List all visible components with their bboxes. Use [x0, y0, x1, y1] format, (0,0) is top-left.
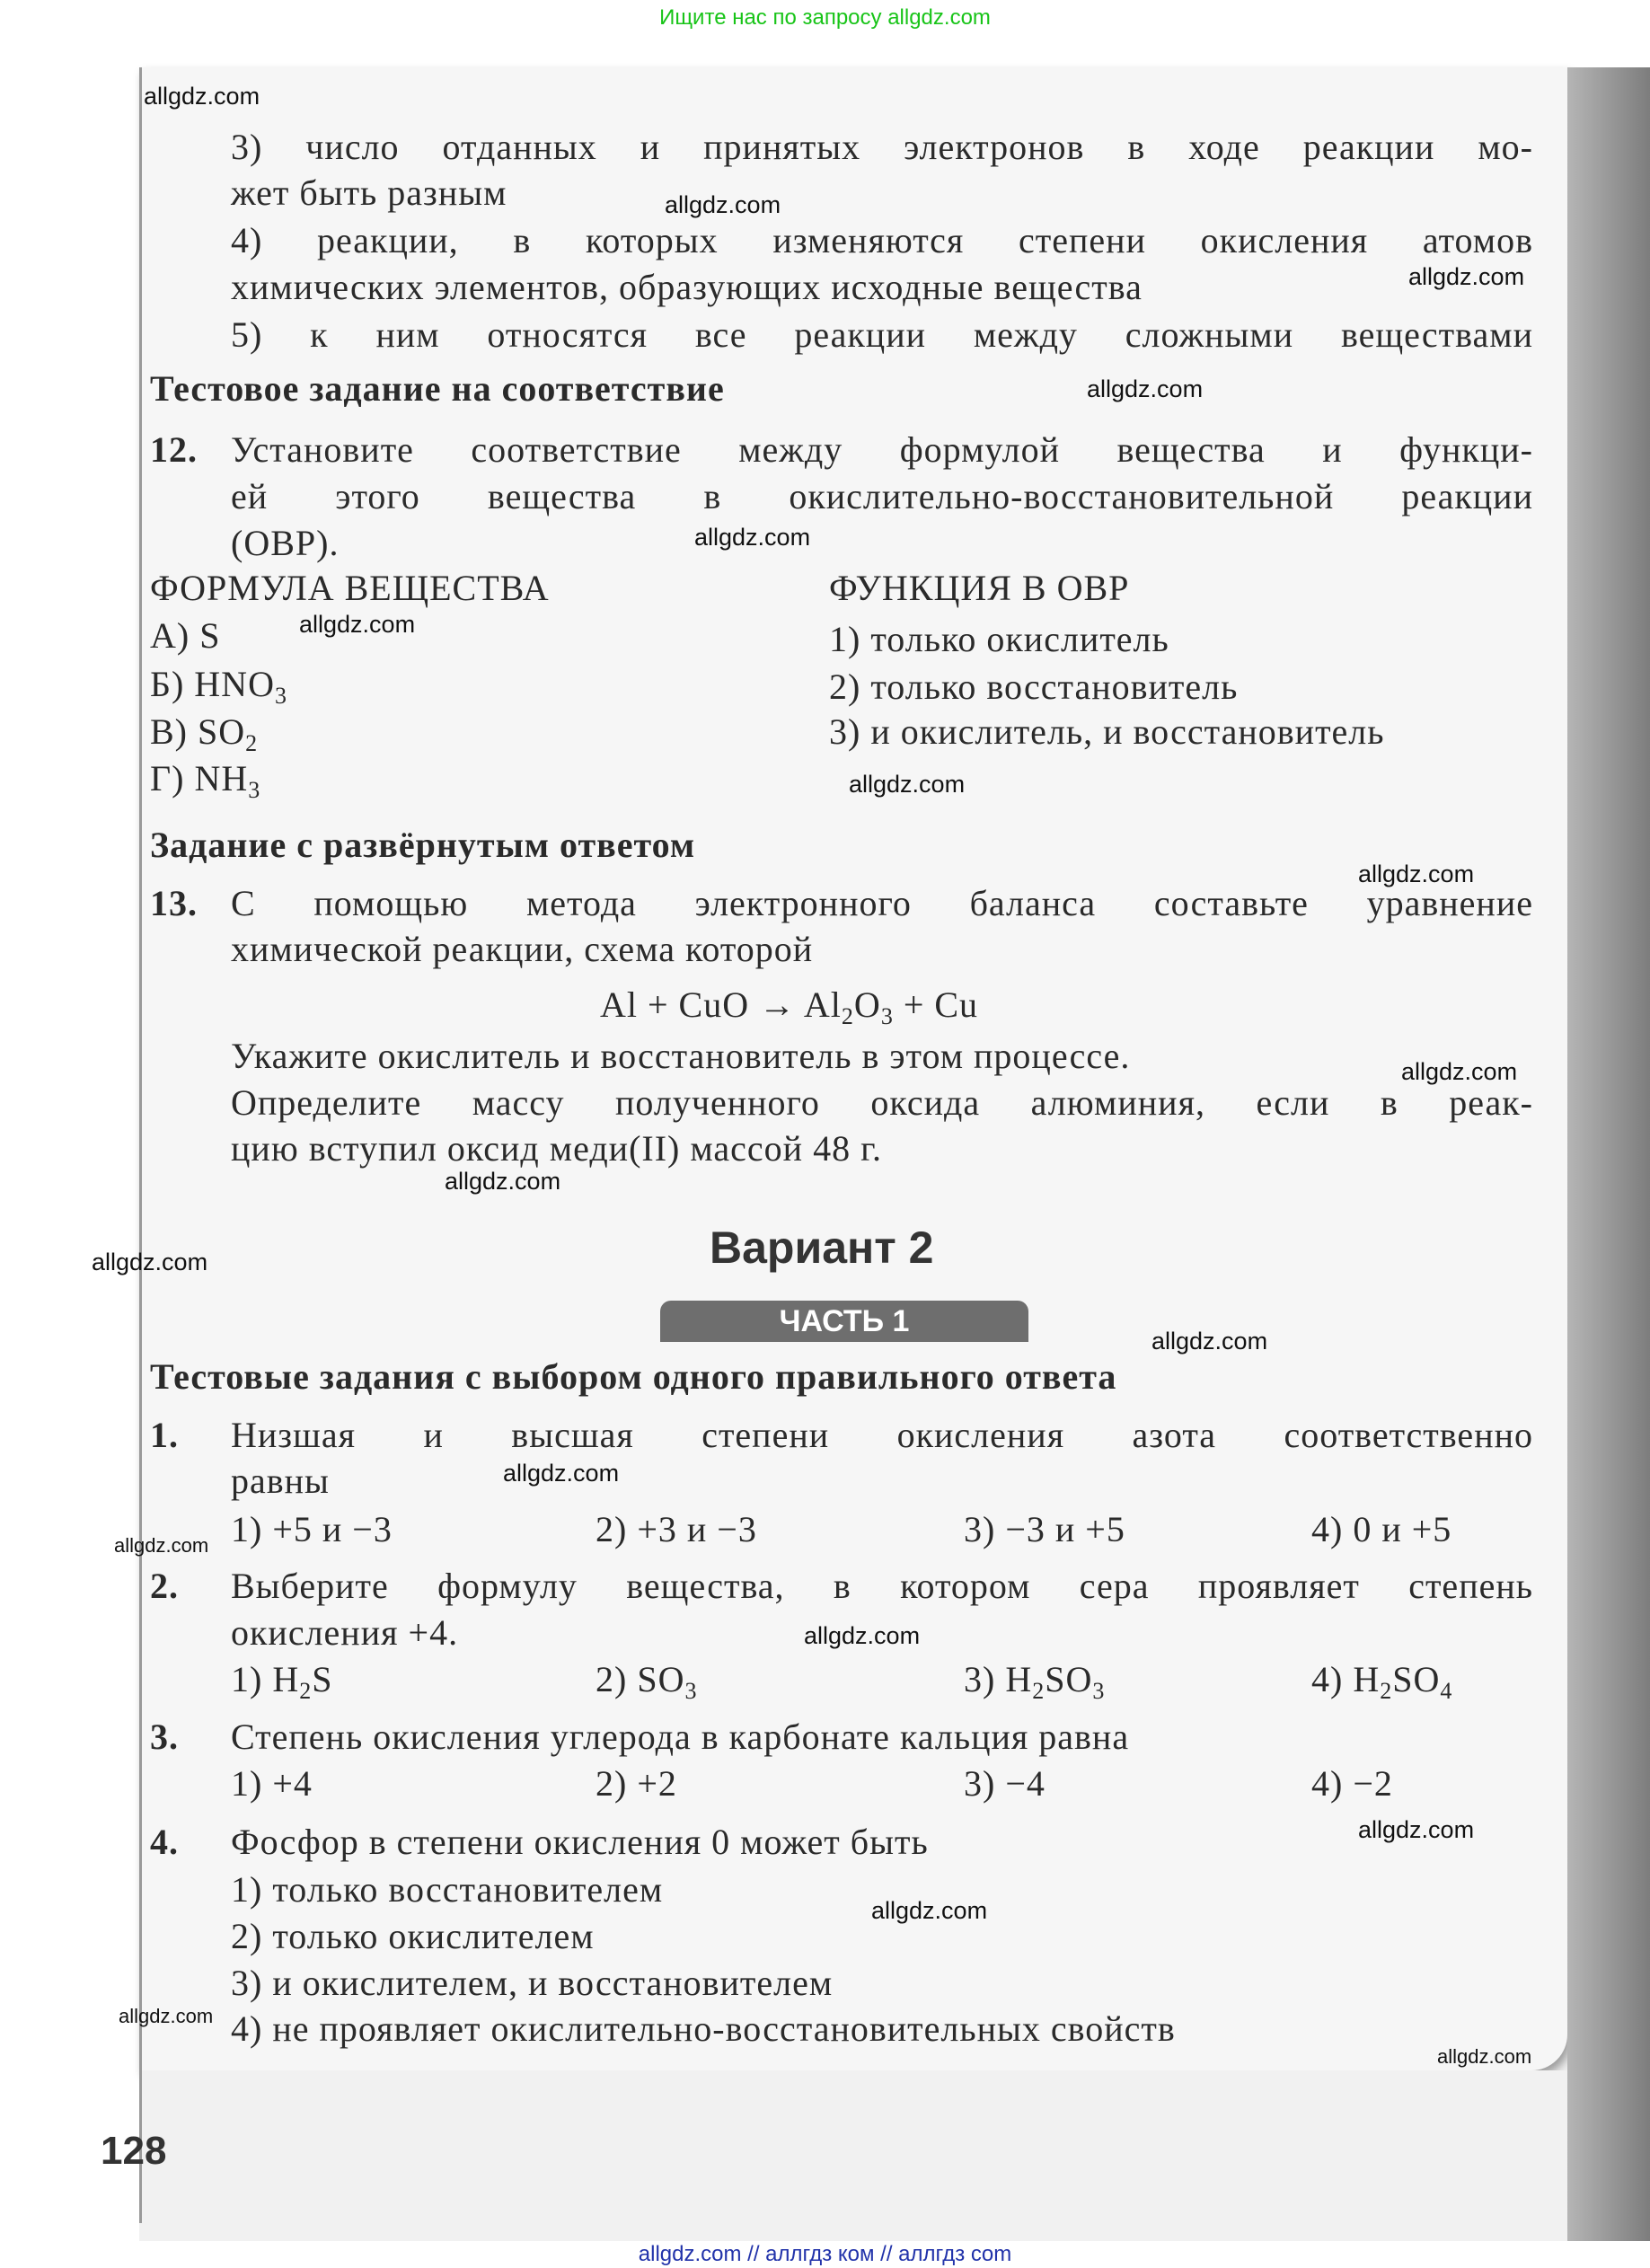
prev-line-3: 4) реакции, в которых изменяются степени окисления атомов [231, 220, 1533, 260]
watermark-bottom[interactable]: allgdz.com // аллгдз ком // аллгдз com [638, 2242, 1012, 2266]
q12-line-2: ей этого вещества в окислительно-восстановительной реакции [231, 476, 1533, 516]
q2-option-1: 1) $H_2S$ [231, 1659, 333, 1704]
q12-line-3: (ОВР). [231, 523, 340, 563]
q1-line-1: Низшая и высшая степени окисления азота соответственно [231, 1415, 1533, 1455]
q13-line-3: Укажите окислитель и восстановитель в этом процессе. [231, 1036, 1131, 1076]
prev-line-1: 3) число отданных и принятых электронов в ходе реакции мо- [231, 127, 1533, 167]
open-heading: Задание с развёрнутым ответом [150, 825, 696, 865]
watermark: allgdz.com [1087, 375, 1204, 402]
watermark: allgdz.com [1358, 1816, 1475, 1843]
watermark: allgdz.com [665, 191, 781, 218]
formula-v: В) $SO_2$ [150, 711, 259, 756]
watermark: allgdz.com [694, 524, 811, 551]
prev-line-4: химических элементов, образующих исходные вещества [231, 267, 1143, 307]
q3-option-2: 2) +2 [596, 1763, 677, 1804]
formula-a: А) S [150, 615, 221, 656]
function-1: 1) только окислитель [829, 619, 1169, 659]
q3-option-3: 3) −4 [964, 1763, 1046, 1804]
q1-number: 1. [150, 1415, 179, 1455]
watermark: allgdz.com [92, 1249, 208, 1275]
function-3: 3) и окислитель, и восстановитель [829, 711, 1385, 752]
q12-col2-header: ФУНКЦИЯ В ОВР [829, 568, 1130, 608]
q4-line-1: Фосфор в степени окисления 0 может быть [231, 1822, 929, 1862]
page-edge [139, 67, 142, 2223]
q12-number: 12. [150, 429, 198, 470]
single-choice-heading: Тестовые задания с выбором одного правильного ответа [150, 1356, 1117, 1397]
watermark: allgdz.com [114, 1534, 209, 1557]
watermark: allgdz.com [1358, 860, 1475, 887]
q1-option-4: 4) 0 и +5 [1311, 1509, 1452, 1549]
q2-option-3: 3) $H_2SO_3$ [964, 1659, 1106, 1704]
q2-number: 2. [150, 1566, 179, 1606]
q1-line-2: равны [231, 1461, 330, 1501]
q13-line-2: химической реакции, схема которой [231, 929, 814, 969]
prev-line-2: жет быть разным [231, 172, 507, 213]
q3-line-1: Степень окисления углерода в карбонате кальция равна [231, 1716, 1130, 1757]
q4-option-2: 2) только окислителем [231, 1916, 595, 1956]
watermark: allgdz.com [119, 2005, 214, 2027]
watermark: allgdz.com [445, 1168, 561, 1195]
prev-line-5: 5) к ним относятся все реакции между сложными веществами [231, 314, 1533, 355]
q13-line-4: Определите массу полученного оксида алюминия, если в реак- [231, 1082, 1533, 1123]
q13-line-5: цию вступил оксид меди(II) массой 48 г. [231, 1128, 882, 1169]
variant-title: Вариант 2 [710, 1222, 934, 1273]
q3-option-4: 4) −2 [1311, 1763, 1393, 1804]
q4-option-1: 1) только восстановителем [231, 1869, 664, 1910]
q4-option-4: 4) не проявляет окислительно-восстановительных свойств [231, 2008, 1176, 2049]
formula-b: Б) $HNO_3$ [150, 664, 287, 709]
watermark: allgdz.com [804, 1622, 921, 1649]
watermark: allgdz.com [1151, 1328, 1268, 1355]
q4-number: 4. [150, 1822, 179, 1862]
page-spine-shadow [1567, 67, 1650, 2241]
q13-number: 13. [150, 883, 198, 923]
q2-option-2: 2) $SO_3$ [596, 1659, 698, 1704]
watermark: allgdz.com [299, 611, 416, 638]
q1-option-1: 1) +5 и −3 [231, 1509, 393, 1549]
q1-option-2: 2) +3 и −3 [596, 1509, 757, 1549]
page-footer-area [139, 2070, 1567, 2241]
match-heading: Тестовое задание на соответствие [150, 368, 725, 409]
q4-option-3: 3) и окислителем, и восстановителем [231, 1963, 834, 2003]
q1-option-3: 3) −3 и +5 [964, 1509, 1125, 1549]
watermark: allgdz.com [1401, 1058, 1518, 1085]
formula-g: Г) $NH_3$ [150, 758, 261, 803]
q12-col1-header: ФОРМУЛА ВЕЩЕСТВА [150, 568, 550, 608]
q3-number: 3. [150, 1716, 179, 1757]
q2-line-1: Выберите формулу вещества, в котором сера проявляет степень [231, 1566, 1533, 1606]
q13-line-1: С помощью метода электронного баланса составьте уравнение [231, 883, 1533, 923]
watermark: allgdz.com [871, 1897, 988, 1924]
watermark: allgdz.com [144, 83, 260, 110]
q3-option-1: 1) +4 [231, 1763, 313, 1804]
watermark: allgdz.com [1408, 263, 1525, 290]
part-badge: ЧАСТЬ 1 [660, 1301, 1028, 1342]
q2-option-4: 4) $H_2SO_4$ [1311, 1659, 1453, 1704]
q13-equation: Al + CuO → $Al_2O_3 + Cu$ [600, 984, 979, 1029]
q12-line-1: Установите соответствие между формулой вещества и функци- [231, 429, 1533, 470]
page-number: 128 [101, 2129, 167, 2173]
watermark-top[interactable]: Ищите нас по запросу allgdz.com [659, 5, 991, 30]
watermark: allgdz.com [1437, 2045, 1532, 2068]
watermark: allgdz.com [503, 1460, 620, 1487]
function-2: 2) только восстановитель [829, 666, 1239, 707]
watermark: allgdz.com [849, 771, 966, 798]
q2-line-2: окисления +4. [231, 1612, 459, 1653]
